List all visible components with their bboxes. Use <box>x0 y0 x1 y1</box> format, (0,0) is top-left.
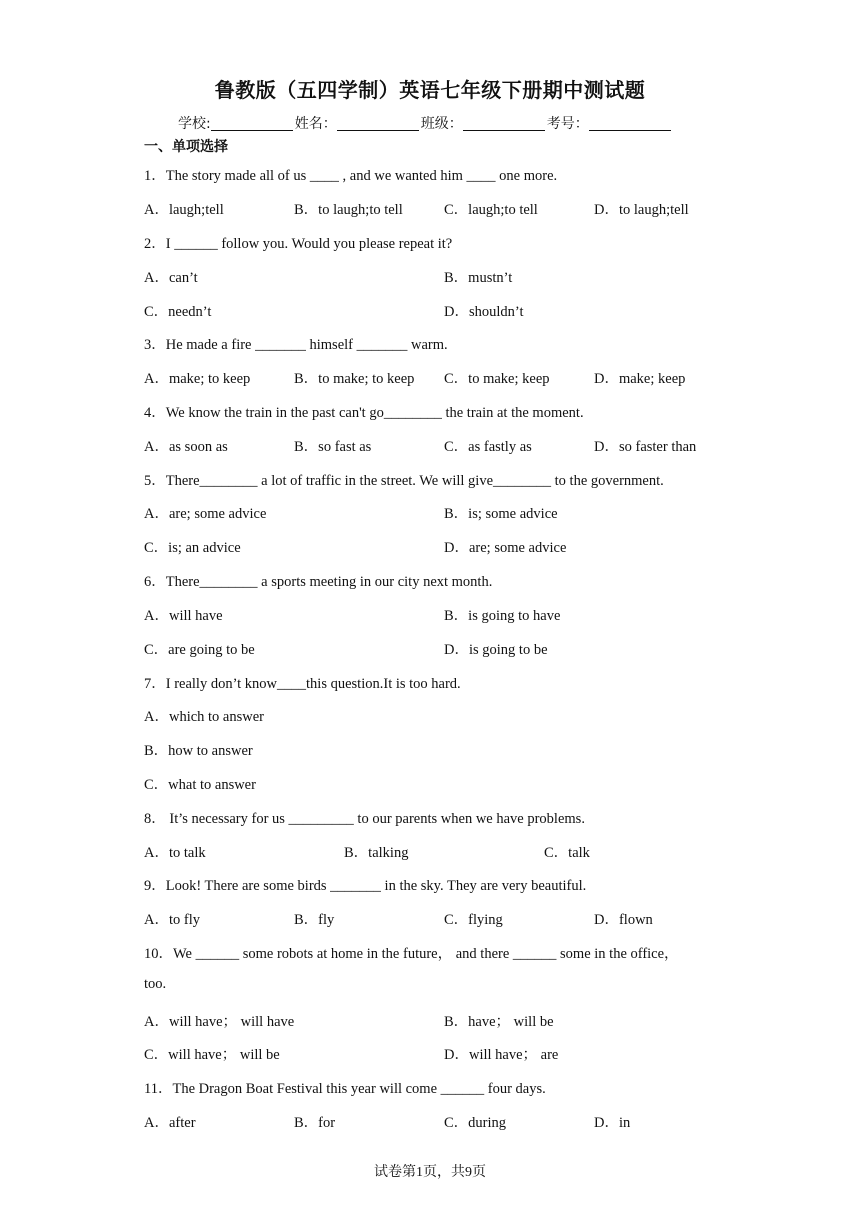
option-b: B．to make; to keep <box>294 371 415 387</box>
question-stem: 1．The story made all of us ____ , and we wanted him ____ one more. <box>144 168 558 184</box>
option-b: B．how to answer <box>144 743 253 759</box>
option-c: C．to make; keep <box>444 371 550 387</box>
option-a: A．will have <box>144 608 223 624</box>
school-blank <box>211 116 293 131</box>
exam-no-label: 考号： <box>546 116 589 132</box>
question-stem: 8． It’s necessary for us _________ to our parents when we have problems. <box>144 811 585 827</box>
option-c: C．what to answer <box>144 777 256 793</box>
question-stem: 2．I ______ follow you. Would you please repeat it? <box>144 236 453 252</box>
class-label: 班级： <box>420 116 463 132</box>
student-info-line <box>178 113 673 133</box>
option-b: B．mustn’t <box>444 270 513 286</box>
question-stem: 11．The Dragon Boat Festival this year will come ______ four days. <box>144 1081 546 1097</box>
option-b: B．talking <box>344 845 409 861</box>
section-title: 一、单项选择 <box>144 139 228 155</box>
option-c: C．will have； will be <box>144 1047 280 1063</box>
option-c: C．needn’t <box>144 304 212 320</box>
question-stem: 10．We ______ some robots at home in the future， and there ______ some in the office， <box>144 946 679 962</box>
question-stem: 5．There________ a lot of traffic in the street. We will give________ to the government. <box>144 473 664 489</box>
option-a: A．laugh;tell <box>144 202 224 218</box>
option-a: A．can’t <box>144 270 198 286</box>
option-a: A．will have； will have <box>144 1014 295 1030</box>
option-a: A．after <box>144 1115 196 1131</box>
exam-no-blank <box>589 116 671 131</box>
option-d: D．flown <box>594 912 653 928</box>
option-c: C．laugh;to tell <box>444 202 538 218</box>
option-d: D．so faster than <box>594 439 697 455</box>
option-c: C．is; an advice <box>144 540 241 556</box>
option-c: C．during <box>444 1115 507 1131</box>
option-d: D．are; some advice <box>444 540 567 556</box>
option-d: D．make; keep <box>594 371 686 387</box>
option-c: C．are going to be <box>144 642 255 658</box>
option-b: B．for <box>294 1115 336 1131</box>
option-b: B．fly <box>294 912 335 928</box>
option-a: A．make; to keep <box>144 371 251 387</box>
question-stem: 4．We know the train in the past can't go________ the train at the moment. <box>144 405 584 421</box>
option-c: C．talk <box>544 845 590 861</box>
option-c: C．as fastly as <box>444 439 532 455</box>
option-a: A．are; some advice <box>144 506 267 522</box>
question-stem: 6．There________ a sports meeting in our city next month. <box>144 574 493 590</box>
name-label: 姓名： <box>294 116 337 132</box>
exam-title: 鲁教版（五四学制）英语七年级下册期中测试题 <box>214 78 646 102</box>
question-stem: 7．I really don’t know____this question.It is too hard. <box>144 676 461 692</box>
option-a: A．to talk <box>144 845 206 861</box>
question-stem: 3．He made a fire _______ himself _______ warm. <box>144 337 448 353</box>
option-a: A．as soon as <box>144 439 228 455</box>
question-stem-continuation: too. <box>144 976 167 992</box>
option-b: B．is; some advice <box>444 506 558 522</box>
option-b: B．to laugh;to tell <box>294 202 403 218</box>
option-a: A．which to answer <box>144 709 265 725</box>
option-b: B．is going to have <box>444 608 561 624</box>
page-footer: 试卷第1页，共9页 <box>374 1165 486 1180</box>
option-a: A．to fly <box>144 912 200 928</box>
option-d: D．is going to be <box>444 642 548 658</box>
option-b: B．so fast as <box>294 439 372 455</box>
option-b: B．have； will be <box>444 1014 554 1030</box>
question-stem: 9．Look! There are some birds _______ in the sky. They are very beautiful. <box>144 878 587 894</box>
class-blank <box>463 116 545 131</box>
name-blank <box>337 116 419 131</box>
option-d: D．shouldn’t <box>444 304 524 320</box>
option-c: C．flying <box>444 912 503 928</box>
option-d: D．in <box>594 1115 631 1131</box>
option-d: D．will have； are <box>444 1047 559 1063</box>
school-label: 学校: <box>178 116 211 132</box>
option-d: D．to laugh;tell <box>594 202 689 218</box>
